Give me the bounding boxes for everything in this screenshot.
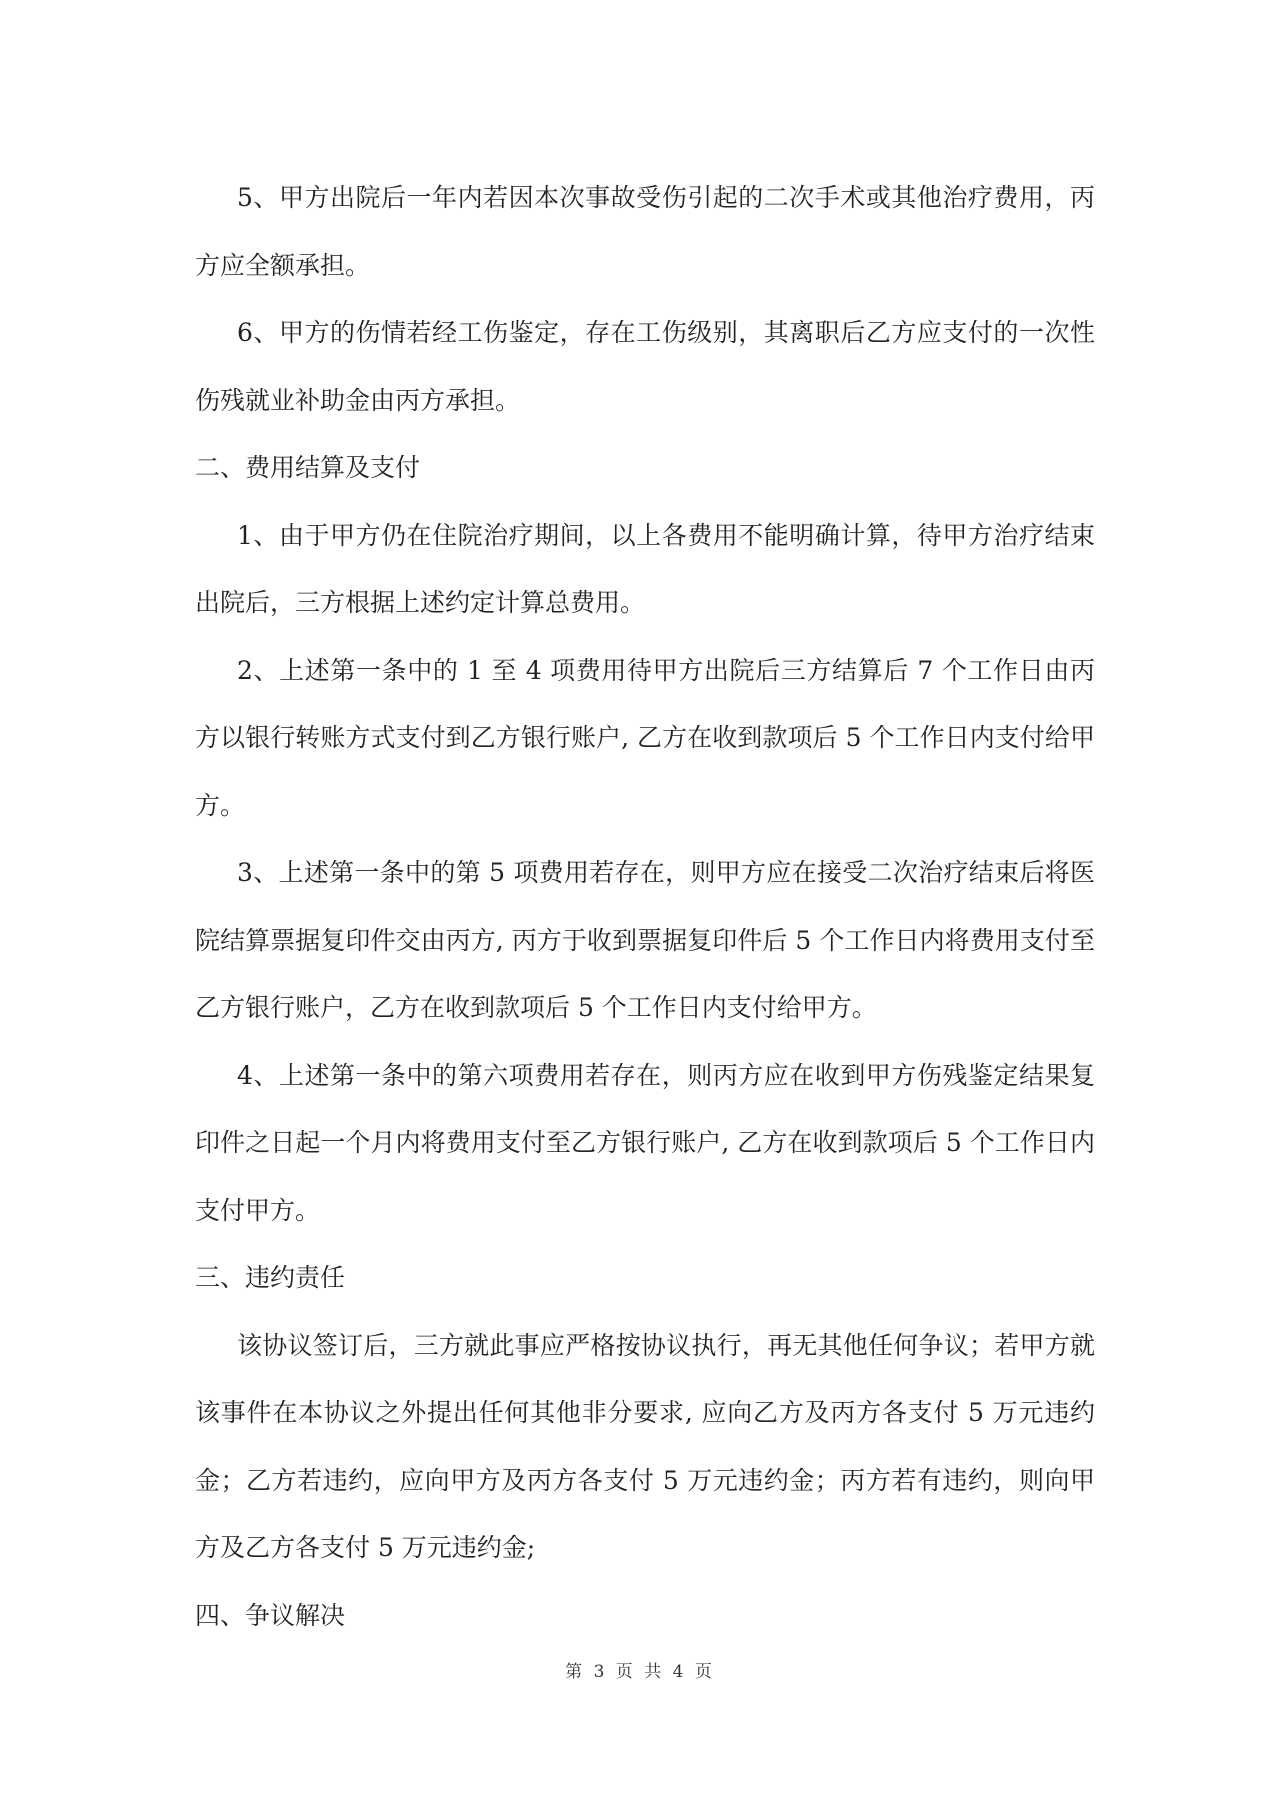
document-body: [195, 164, 1095, 1649]
settlement-item-1: 1、由于甲方仍在住院治疗期间，以上各费用不能明确计算，待甲方治疗结束出院后，三方根据上述约定计算总费用。: [195, 520, 1095, 617]
settlement-item-4: 4、上述第一条中的第六项费用若存在，则丙方应在收到甲方伤残鉴定结果复印件之日起一个月内将费用支付至乙方银行账户, 乙方在收到款项后 5 个工作日内支付甲方。: [195, 1060, 1095, 1225]
breach-liability-text: 该协议签订后，三方就此事应严格按协议执行，再无其他任何争议；若甲方就该事件在本协议之外提出任何其他非分要求, 应向乙方及丙方各支付 5 万元违约金；乙方若违约，应向甲方及丙方各支付 5 万元违约金；丙方若有违约，则向甲方及乙方各支付 5 万元违约金;: [195, 1330, 1095, 1562]
clause-5-secondary-surgery: 5、甲方出院后一年内若因本次事故受伤引起的二次手术或其他治疗费用，丙方应全额承担。: [195, 183, 1095, 280]
clause-6-disability-subsidy: 6、甲方的伤情若经工伤鉴定，存在工伤级别，其离职后乙方应支付的一次性伤残就业补助金由丙方承担。: [195, 318, 1095, 415]
section-heading-dispute: 四、争议解决: [195, 1600, 346, 1630]
section-heading-settlement: 二、费用结算及支付: [195, 453, 421, 482]
settlement-item-2: 2、上述第一条中的 1 至 4 项费用待甲方出院后三方结算后 7 个工作日由丙方以银行转账方式支付到乙方银行账户, 乙方在收到款项后 5 个工作日内支付给甲方。: [195, 655, 1095, 820]
section-heading-breach: 三、违约责任: [195, 1263, 346, 1292]
page-number-footer: 第 3 页 共 4 页: [565, 1662, 715, 1682]
settlement-item-3: 3、上述第一条中的第 5 项费用若存在，则甲方应在接受二次治疗结束后将医院结算票据复印件交由丙方, 丙方于收到票据复印件后 5 个工作日内将费用支付至乙方银行账户，乙方在收到款项后 5 个工作日内支付给甲方。: [195, 858, 1095, 1022]
